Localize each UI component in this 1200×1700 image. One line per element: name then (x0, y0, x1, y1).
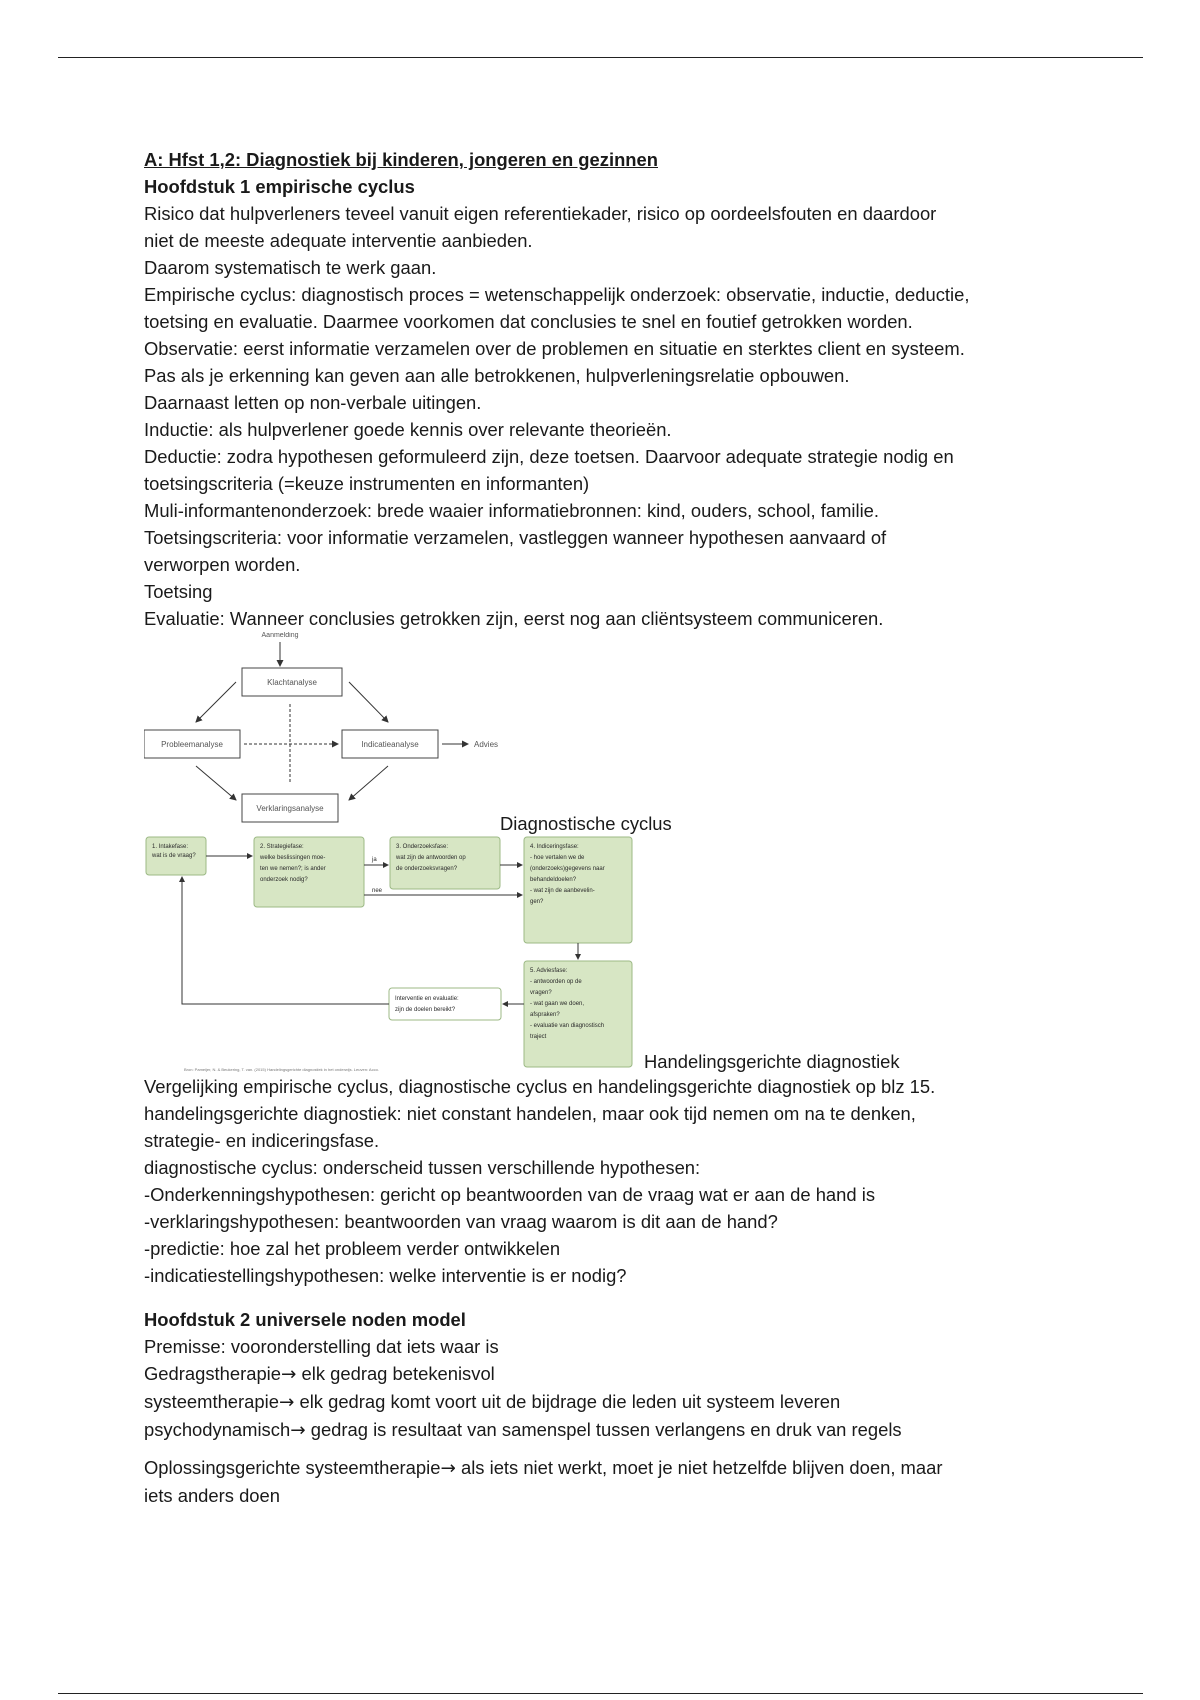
therapy-item (144, 1416, 1064, 1444)
box-text: 2. Strategiefase: welke beslissingen moe- ten we nemen?; is ander onderzoek nodig? (260, 844, 326, 883)
box-text: 3. Onderzoeksfase: wat zijn de antwoorden op de onderzoeksvragen? (396, 844, 466, 872)
paragraph-line: handelingsgerichte diagnostiek: niet constant handelen, maar ook tijd nemen om na te denken, (144, 1103, 916, 1124)
paragraph-line: -verklaringshypothesen: beantwoorden van vraag waarom is dit aan de hand? (144, 1211, 778, 1232)
paragraph-line: Empirische cyclus: diagnostisch proces = wetenschappelijk onderzoek: observatie, inductie, deductie, (144, 284, 970, 305)
therapy-term: Gedragstherapie (144, 1363, 281, 1384)
box-text: Interventie en evaluatie: zijn de doelen bereikt? (395, 996, 459, 1013)
paragraph-line: Premisse: vooronderstelling dat iets waar is (144, 1336, 499, 1357)
therapy-item (144, 1454, 1064, 1482)
figure2-caption: Handelingsgerichte diagnostiek (644, 1051, 900, 1072)
action-oriented-diagnostics-figure (144, 835, 1064, 1073)
paragraph-line: Toetsing (144, 581, 213, 602)
box-text: 5. Adviesfase: - antwoorden op de vragen? - wat gaan we doen, afspraken? - evaluatie van diagnostisch traject (530, 968, 605, 1040)
box-text: 1. Intakefase: wat is de vraag? (152, 844, 196, 859)
paragraph-line: Daarnaast letten op non-verbale uitingen. (144, 392, 482, 413)
label-nee: nee (372, 888, 383, 894)
action-oriented-diagram (144, 835, 644, 1075)
node-label: Indicatieanalyse (361, 740, 419, 749)
paragraph-line: -indicatiestellingshypothesen: welke interventie is er nodig? (144, 1265, 627, 1286)
cycle-out-label: Advies (474, 740, 499, 749)
node-label: Verklaringsanalyse (256, 804, 324, 813)
paragraph-line: Evaluatie: Wanneer conclusies getrokken zijn, eerst nog aan cliëntsysteem communiceren. (144, 608, 884, 629)
paragraph-line: Daarom systematisch te werk gaan. (144, 257, 437, 278)
box-text: 4. Indiceringsfase: - hoe vertalen we de (onderzoeks)gegevens naar behandeldoelen? - wat zijn de aanbevelin- gen? (530, 844, 605, 905)
paragraph-line: Deductie: zodra hypothesen geformuleerd zijn, deze toetsen. Daarvoor adequate strategie nodig en (144, 446, 954, 467)
therapy-text: elk gedrag komt voort uit de bijdrage die leden uit systeem leveren (294, 1391, 841, 1412)
figure1-caption: Diagnostische cyclus (500, 813, 672, 834)
top-rule (58, 57, 1143, 58)
arrow-right-icon: → (281, 1364, 297, 1385)
arrow-line (196, 766, 236, 800)
document-title: A: Hfst 1,2: Diagnostiek bij kinderen, jongeren en gezinnen (144, 149, 658, 170)
paragraph-line: Muli-informantenonderzoek: brede waaier informatiebronnen: kind, ouders, school, familie. (144, 500, 879, 521)
diagnostic-cycle-figure (144, 632, 1064, 835)
paragraph-line: -Onderkenningshypothesen: gericht op beantwoorden van de vraag wat er aan de hand is (144, 1184, 876, 1205)
paragraph-line: toetsingscriteria (=keuze instrumenten en informanten) (144, 473, 590, 494)
chapter1-heading: Hoofdstuk 1 empirische cyclus (144, 176, 415, 197)
cycle-top-label: Aanmelding (261, 632, 299, 639)
label-ja: ja (372, 857, 377, 863)
bottom-rule (58, 1693, 1143, 1694)
diagnostic-cycle-diagram (144, 632, 504, 835)
paragraph-line: verworpen worden. (144, 554, 301, 575)
paragraph-line: Toetsingscriteria: voor informatie verzamelen, vastleggen wanneer hypothesen aanvaard of (144, 527, 887, 548)
paragraph-line: -predictie: hoe zal het probleem verder ontwikkelen (144, 1238, 561, 1259)
therapy-text: elk gedrag betekenisvol (296, 1363, 495, 1384)
intervention-box (389, 988, 501, 1020)
node-label: Probleemanalyse (161, 740, 223, 749)
node-label: Klachtanalyse (267, 678, 317, 687)
arrow-line (349, 766, 388, 800)
paragraph-line: niet de meeste adequate interventie aanbieden. (144, 230, 533, 251)
therapy-text: als iets niet werkt, moet je niet hetzelfde blijven doen, maar (455, 1457, 943, 1478)
arrow-right-icon: → (440, 1458, 456, 1479)
therapy-term: systeemtherapie (144, 1391, 279, 1412)
paragraph-line: Risico dat hulpverleners teveel vanuit eigen referentiekader, risico op oordeelsfouten en daardoor (144, 203, 937, 224)
figure2-source: Bron: Pameijer, N. & Beukering, T. van. (2015) Handelingsgerichte diagnostiek in het onderwijs. Leuven: Acco. (184, 1067, 379, 1072)
arrow-line (196, 682, 236, 722)
paragraph-line: Pas als je erkenning kan geven aan alle betrokkenen, hulpverleningsrelatie opbouwen. (144, 365, 850, 386)
paragraph-line: strategie- en indiceringsfase. (144, 1130, 380, 1151)
paragraph-line: toetsing en evaluatie. Daarmee voorkomen dat conclusies te snel en foutief getrokken worden. (144, 311, 913, 332)
arrow-right-icon: → (290, 1420, 306, 1441)
therapy-term: psychodynamisch (144, 1419, 291, 1440)
paragraph-line: Inductie: als hulpverlener goede kennis over relevante theorieën. (144, 419, 672, 440)
therapy-item (144, 1388, 1064, 1416)
chapter2-heading: Hoofdstuk 2 universele noden model (144, 1309, 466, 1330)
arrow-right-icon: → (278, 1392, 295, 1413)
paragraph-line: Vergelijking empirische cyclus, diagnostische cyclus en handelingsgerichte diagnostiek op blz 15. (144, 1076, 936, 1097)
paragraph-line: iets anders doen (144, 1485, 280, 1506)
spacer (144, 1444, 1064, 1454)
therapy-term: Oplossingsgerichte systeemtherapie (144, 1457, 441, 1478)
document-body (144, 146, 1064, 1509)
therapy-text: gedrag is resultaat van samenspel tussen verlangens en druk van regels (305, 1419, 902, 1440)
paragraph-line: Observatie: eerst informatie verzamelen over de problemen en situatie en sterktes client en systeem. (144, 338, 965, 359)
spacer (144, 1289, 1064, 1306)
arrow-line (349, 682, 388, 722)
therapy-item (144, 1360, 1064, 1388)
paragraph-line: diagnostische cyclus: onderscheid tussen verschillende hypothesen: (144, 1157, 701, 1178)
